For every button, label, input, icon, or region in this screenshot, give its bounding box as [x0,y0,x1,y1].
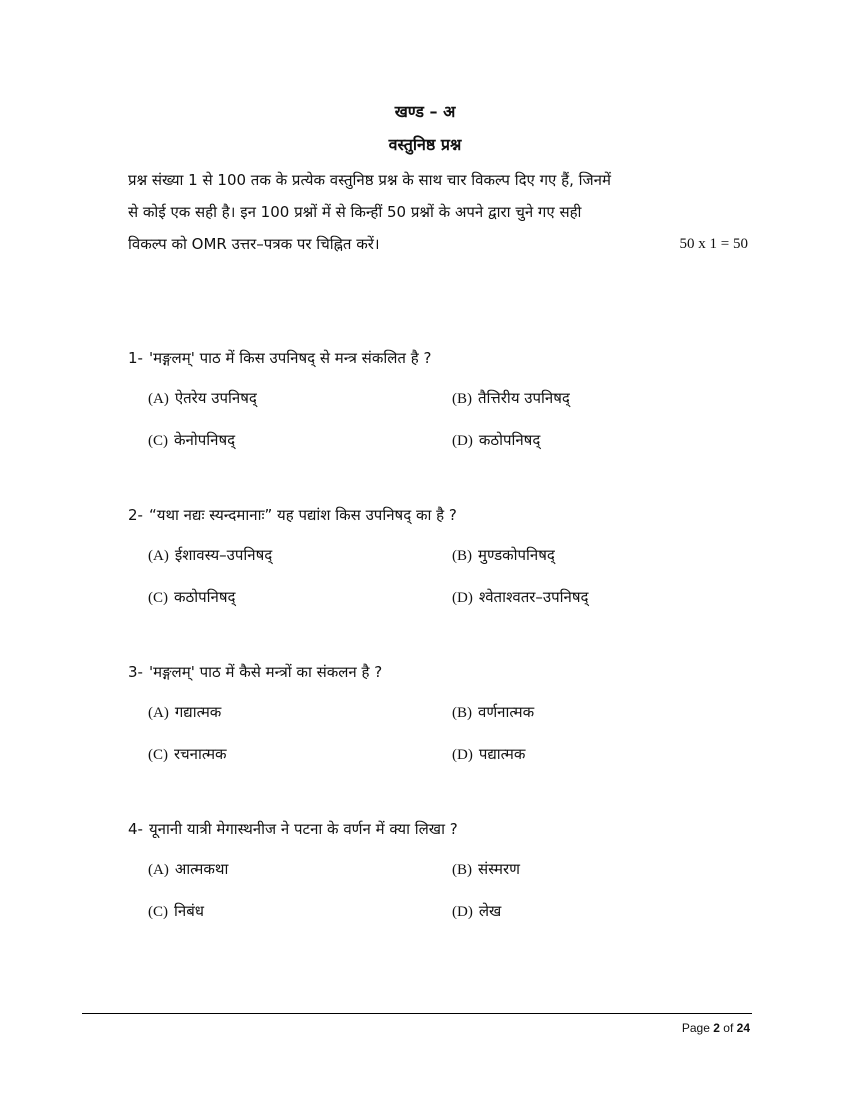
option-text: केनोपनिषद् [174,431,236,449]
page-current: 2 [713,1021,720,1035]
option-c [148,587,236,607]
instruction-line-2: से कोई एक सही है। इन 100 प्रश्नों में से किन्हीं 50 प्रश्नों के अपने द्वारा चुने गए सही [128,203,582,221]
option-b [452,388,570,408]
section-subtitle: वस्तुनिष्ठ प्रश्न [388,135,462,154]
option-a [148,702,221,722]
option-text: आत्मकथा [174,860,229,878]
option-d [452,587,588,607]
question-body: “यथा नद्यः स्यन्दमानाः” यह पद्यांश किस उपनिषद् का है ? [148,506,457,524]
option-text: पद्यात्मक [478,745,526,763]
option-label: (B) [452,705,472,721]
option-text: रचनात्मक [174,745,227,763]
question-text [128,819,458,839]
page-total: 24 [736,1021,750,1035]
option-label: (C) [148,747,168,763]
option-label: (B) [452,862,472,878]
question-body: यूनानी यात्री मेगास्थनीज ने पटना के वर्णन में क्या लिखा ? [148,820,458,838]
page-of: of [723,1021,734,1035]
option-text: लेख [478,902,502,920]
question-body: 'मङ्गलम्' पाठ में कैसे मन्त्रों का संकलन है ? [148,663,383,681]
question-text [128,662,382,682]
option-label: (A) [148,391,169,407]
option-label: (A) [148,548,169,564]
option-label: (D) [452,433,473,449]
option-a [148,859,228,879]
option-label: (A) [148,705,169,721]
page-footer [682,1021,750,1035]
option-d [452,901,501,921]
option-text: गद्यात्मक [174,703,222,721]
option-label: (D) [452,747,473,763]
option-label: (B) [452,548,472,564]
instruction-line-3: विकल्प को OMR उत्तर–पत्रक पर चिह्नित करें। [128,235,380,253]
option-label: (C) [148,433,168,449]
question-number: 3- [128,663,143,681]
option-text: संस्मरण [478,860,520,878]
option-text: मुण्डकोपनिषद् [478,546,555,564]
option-label: (A) [148,862,169,878]
option-label: (D) [452,590,473,606]
instruction-line-1: प्रश्न संख्या 1 से 100 तक के प्रत्येक वस्तुनिष्ठ प्रश्न के साथ चार विकल्प दिए गए हैं, जिनमें [128,171,611,189]
option-d [452,744,525,764]
question-text [128,348,431,368]
option-text: श्वेताश्वतर–उपनिषद् [478,588,589,606]
question-number: 1- [128,349,143,367]
marks-scheme: 50 x 1 = 50 [679,236,748,252]
question-body: 'मङ्गलम्' पाठ में किस उपनिषद् से मन्त्र संकलित है ? [148,349,432,367]
option-text: कठोपनिषद् [174,588,236,606]
option-text: ईशावस्य–उपनिषद् [174,546,273,564]
option-label: (B) [452,391,472,407]
question-number: 2- [128,506,143,524]
footer-divider [82,1013,752,1014]
option-label: (C) [148,590,168,606]
section-title: खण्ड – अ [394,102,456,121]
option-text: वर्णनात्मक [478,703,535,721]
option-label: (C) [148,904,168,920]
option-text: ऐतरेय उपनिषद् [174,389,257,407]
option-b [452,545,555,565]
option-text: निबंध [174,902,205,920]
option-b [452,702,534,722]
option-c [148,744,227,764]
question-number: 4- [128,820,143,838]
option-c [148,430,235,450]
option-d [452,430,540,450]
option-a [148,388,257,408]
page-word: Page [681,1021,710,1035]
option-label: (D) [452,904,473,920]
option-text: कठोपनिषद् [478,431,541,449]
option-c [148,901,204,921]
option-text: तैत्तिरीय उपनिषद् [478,389,570,407]
question-text [128,505,457,525]
option-b [452,859,520,879]
option-a [148,545,272,565]
